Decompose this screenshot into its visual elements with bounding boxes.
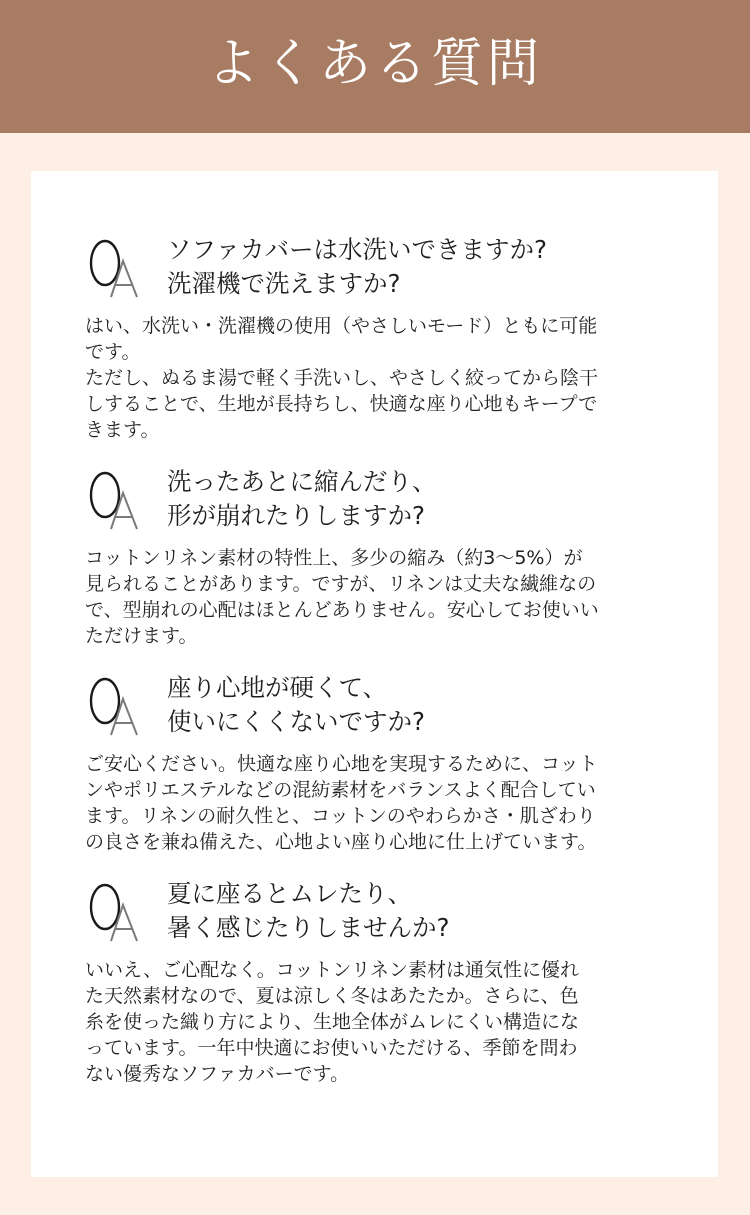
faq-question-row bbox=[85, 465, 685, 535]
faq-question: 洗ったあとに縮んだり、 形が崩れたりしますか? bbox=[167, 467, 437, 530]
faq-question: 座り心地が硬くて、 使いにくくないですか? bbox=[167, 673, 426, 736]
faq-item bbox=[85, 877, 685, 1087]
qa-icon bbox=[85, 671, 147, 741]
faq-answer: はい、水洗い・洗濯機の使用（やさしいモード）ともに可能 です。 ただし、ぬるま湯で軽く手洗いし、やさしく絞ってから陰干 しすることで、生地が長持ちし、快適な座り心地もキープで きます。 bbox=[85, 315, 599, 441]
faq-question: 夏に座るとムレたり、 暑く感じたりしませんか? bbox=[167, 879, 450, 942]
faq-answer: コットンリネン素材の特性上、多少の縮み（約3〜5%）が 見られることがあります。ですが、リネンは丈夫な繊維なの で、型崩れの心配はほとんどありません。安心してお使いい ただけます。 bbox=[85, 547, 599, 647]
page-header bbox=[0, 0, 750, 133]
faq-item bbox=[85, 671, 685, 855]
faq-answer: いいえ、ご心配なく。コットンリネン素材は通気性に優れ た天然素材なので、夏は涼しく冬はあたたか。さらに、色 糸を使った織り方により、生地全体がムレにくい構造にな っています。一年中快適にお使いいただける、季節を問わ ない優秀なソファカバーです。 bbox=[85, 959, 580, 1085]
faq-panel bbox=[31, 171, 718, 1177]
faq-item bbox=[85, 465, 685, 649]
page-title: よくある質問 bbox=[206, 33, 543, 94]
faq-question: ソファカバーは水洗いできますか? 洗濯機で洗えますか? bbox=[167, 235, 548, 298]
qa-icon bbox=[85, 877, 147, 947]
faq-list bbox=[85, 233, 685, 1109]
faq-answer: ご安心ください。快適な座り心地を実現するために、コット ンやポリエステルなどの混紡素材をバランスよく配合してい ます。リネンの耐久性と、コットンのやわらかさ・肌ざわり の良さを兼ね備えた、心地よい座り心地に仕上げています。 bbox=[85, 753, 598, 853]
qa-icon bbox=[85, 233, 147, 303]
faq-question-row bbox=[85, 671, 685, 741]
faq-question-row bbox=[85, 877, 685, 947]
faq-question-row bbox=[85, 233, 685, 303]
faq-item bbox=[85, 233, 685, 443]
qa-icon bbox=[85, 465, 147, 535]
